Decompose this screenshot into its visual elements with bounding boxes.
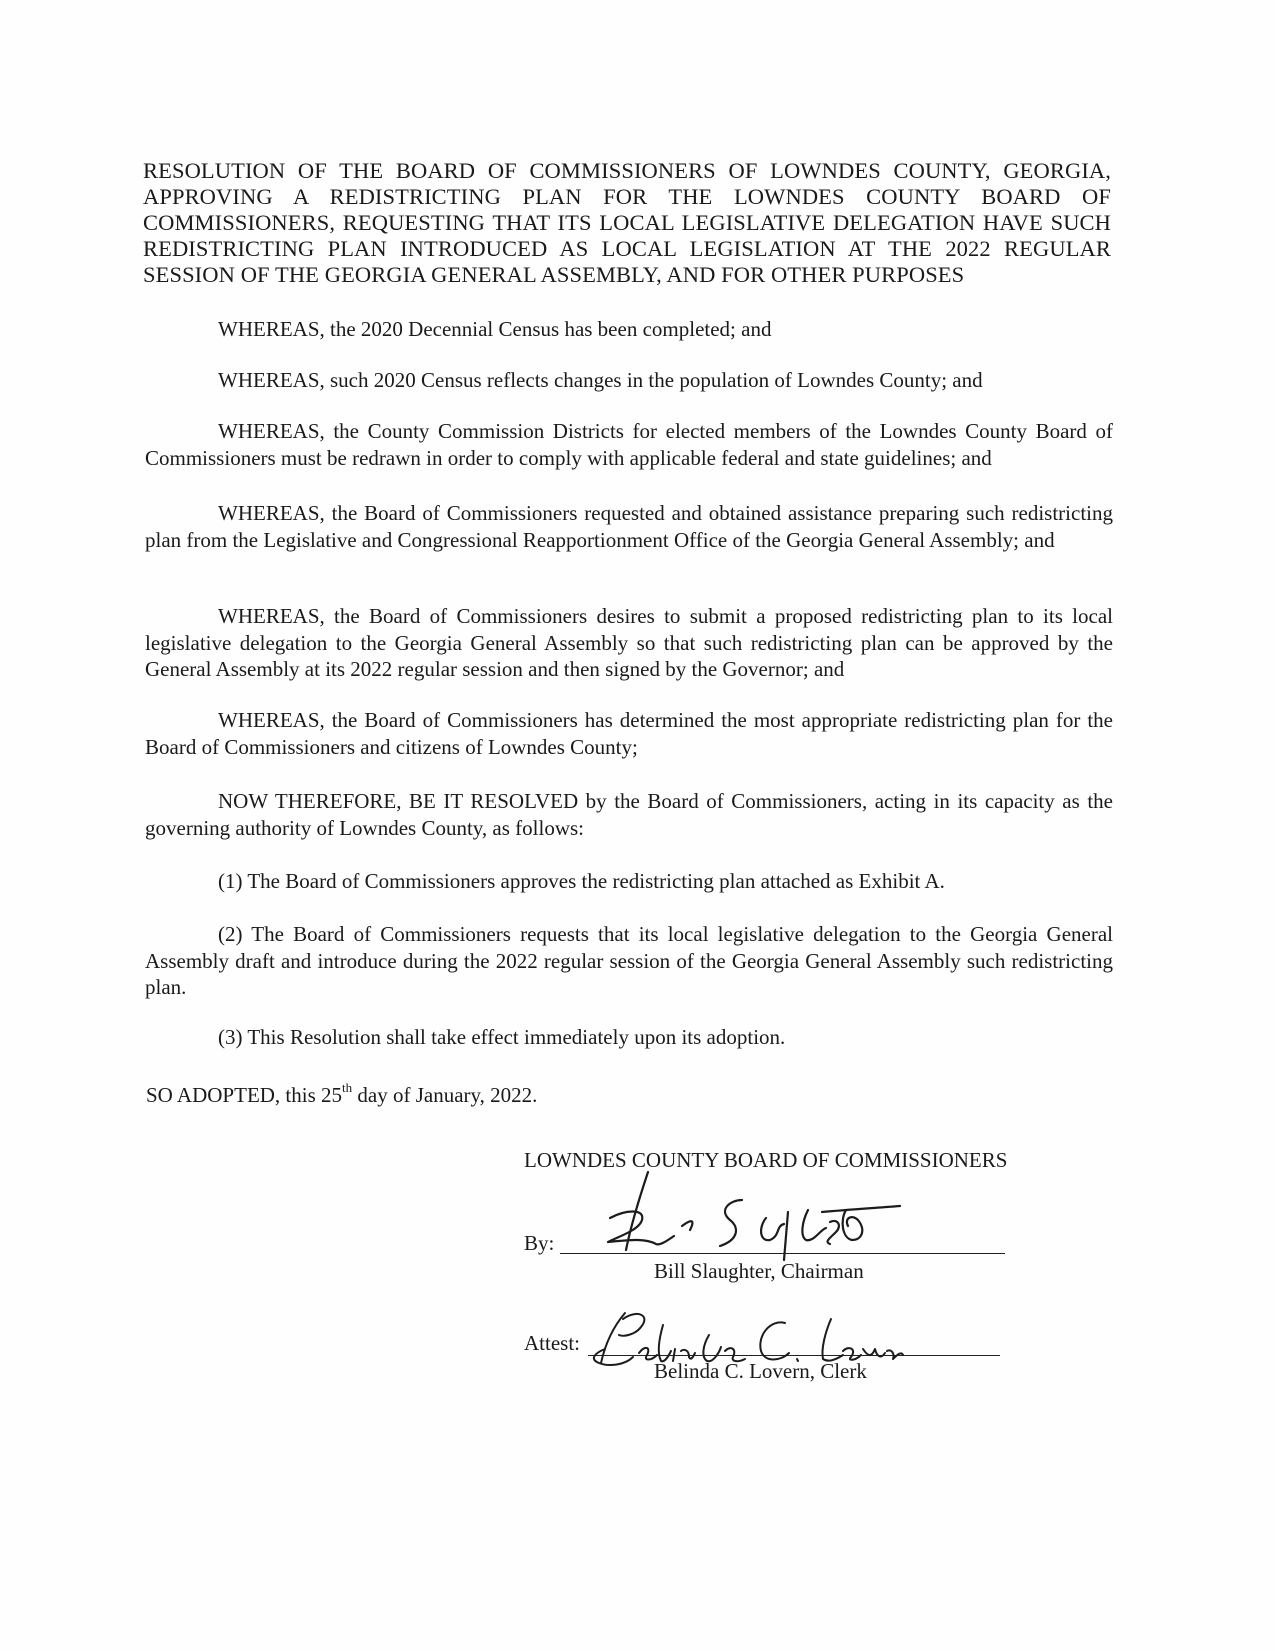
whereas-districts-redrawn: WHEREAS, the County Commission Districts for elected members of the Lowndes County Board of Commissioners must be redrawn in order to comply with applicable federal and state guidelines; and: [145, 419, 1113, 470]
clerk-name: Belinda C. Lovern, Clerk: [654, 1359, 867, 1383]
resolution-item-1: (1) The Board of Commissioners approves the redistricting plan attached as Exhibit A.: [218, 869, 945, 893]
adopted-ordinal-suffix: th: [342, 1080, 353, 1095]
whereas-submit-plan: WHEREAS, the Board of Commissioners desires to submit a proposed redistricting plan to its local legislative delegation to the Georgia General Assembly so that such redistricting plan can be approved by the General Assembly at its 2022 regular session and then signed by the Governor; and: [145, 604, 1113, 681]
attest-label: Attest:: [524, 1331, 580, 1355]
whereas-plan-determined: WHEREAS, the Board of Commissioners has determined the most appropriate redistricting plan for the Board of Commissioners and citizens of Lowndes County;: [145, 708, 1113, 759]
by-label: By:: [524, 1231, 555, 1255]
chairman-name: Bill Slaughter, Chairman: [654, 1259, 864, 1283]
resolution-title: RESOLUTION OF THE BOARD OF COMMISSIONERS OF LOWNDES COUNTY, GEORGIA, APPROVING A REDISTRICTING PLAN FOR THE LOWNDES COUNTY BOARD OF COMMISSIONERS, REQUESTING THAT ITS LOCAL LEGISLATIVE DELEGATION HAVE SUCH REDISTRICTING PLAN INTRODUCED AS LOCAL LEGISLATION AT THE 2022 REGULAR SESSION OF THE GEORGIA GENERAL ASSEMBLY, AND FOR OTHER PURPOSES: [143, 158, 1111, 287]
resolution-item-2: (2) The Board of Commissioners requests that its local legislative delegation to the Georgia General Assembly draft and introduce during the 2022 regular session of the Georgia General Assembly such redistricting plan.: [145, 922, 1113, 999]
adopted-suffix: day of January, 2022.: [352, 1083, 538, 1107]
whereas-assistance-obtained: WHEREAS, the Board of Commissioners requested and obtained assistance preparing such redistricting plan from the Legislative and Congressional Reapportionment Office of the Georgia General Assembly; and: [145, 501, 1113, 552]
board-name: LOWNDES COUNTY BOARD OF COMMISSIONERS: [524, 1148, 1008, 1172]
now-therefore-resolved: NOW THEREFORE, BE IT RESOLVED by the Board of Commissioners, acting in its capacity as the governing authority of Lowndes County, as follows:: [145, 789, 1113, 840]
chairman-signature: [590, 1170, 910, 1260]
whereas-census-changes: WHEREAS, such 2020 Census reflects changes in the population of Lowndes County; and: [218, 368, 983, 392]
adopted-prefix: SO ADOPTED, this 25: [146, 1083, 343, 1107]
resolution-item-3: (3) This Resolution shall take effect immediately upon its adoption.: [218, 1025, 786, 1049]
adoption-date-line: [146, 1077, 537, 1108]
whereas-census-completed: WHEREAS, the 2020 Decennial Census has been completed; and: [218, 317, 772, 341]
